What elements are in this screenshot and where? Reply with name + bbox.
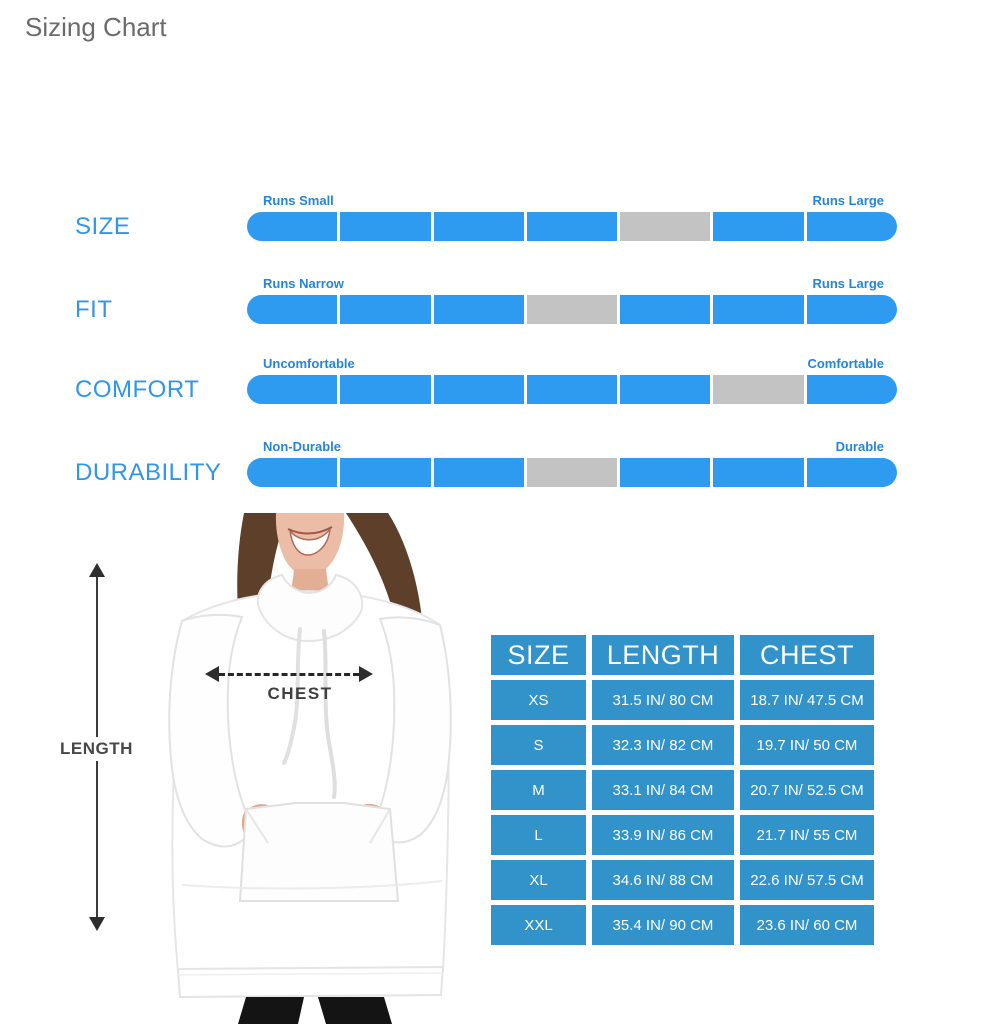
size-table-cell: 34.6 IN/ 88 CM bbox=[592, 860, 734, 900]
rating-segment bbox=[340, 212, 430, 241]
rating-endpoint-left: Non-Durable bbox=[263, 439, 341, 454]
arrow-right-icon bbox=[359, 666, 373, 682]
size-table-cell: XS bbox=[491, 680, 586, 720]
rating-segment bbox=[247, 212, 337, 241]
rating-segment-marker bbox=[620, 212, 710, 241]
rating-row-label: COMFORT bbox=[75, 376, 200, 403]
size-table-header-cell: LENGTH bbox=[592, 635, 734, 675]
size-table-cell: 32.3 IN/ 82 CM bbox=[592, 725, 734, 765]
hoodie-model-illustration bbox=[148, 513, 470, 1024]
rating-segment bbox=[340, 375, 430, 404]
size-table-cell: M bbox=[491, 770, 586, 810]
rating-endpoint-left: Runs Small bbox=[263, 193, 334, 208]
rating-endpoints bbox=[247, 193, 897, 210]
size-table-cell: 20.7 IN/ 52.5 CM bbox=[740, 770, 874, 810]
size-table-cell: 33.9 IN/ 86 CM bbox=[592, 815, 734, 855]
arrow-up-icon bbox=[89, 563, 105, 577]
size-table-header-cell: CHEST bbox=[740, 635, 874, 675]
size-table-cell: XXL bbox=[491, 905, 586, 945]
chest-arrow-dashed-line bbox=[219, 673, 359, 676]
rating-endpoint-left: Uncomfortable bbox=[263, 356, 355, 371]
rating-segment bbox=[434, 212, 524, 241]
rating-row-fit bbox=[0, 276, 1006, 324]
size-table bbox=[491, 635, 874, 945]
rating-bar-wrap bbox=[247, 193, 897, 241]
rating-row-durability bbox=[0, 439, 1006, 487]
size-table-cell: L bbox=[491, 815, 586, 855]
rating-segment bbox=[340, 295, 430, 324]
rating-endpoints bbox=[247, 439, 897, 456]
chest-measure-arrow bbox=[205, 666, 373, 682]
rating-segment bbox=[247, 375, 337, 404]
arrow-down-icon bbox=[89, 917, 105, 931]
rating-segment bbox=[807, 212, 897, 241]
size-table-cell: 23.6 IN/ 60 CM bbox=[740, 905, 874, 945]
rating-endpoint-right: Runs Large bbox=[812, 276, 884, 291]
rating-bar bbox=[247, 375, 897, 404]
rating-bar bbox=[247, 458, 897, 487]
size-table-cell: S bbox=[491, 725, 586, 765]
rating-segment bbox=[807, 458, 897, 487]
rating-segment-marker bbox=[527, 458, 617, 487]
size-table-header-cell: SIZE bbox=[491, 635, 586, 675]
rating-row-label: FIT bbox=[75, 296, 113, 323]
rating-bar bbox=[247, 295, 897, 324]
size-table-cell: 35.4 IN/ 90 CM bbox=[592, 905, 734, 945]
rating-row-size bbox=[0, 193, 1006, 241]
rating-segment bbox=[807, 295, 897, 324]
rating-bar bbox=[247, 212, 897, 241]
rating-row-label: DURABILITY bbox=[75, 459, 222, 486]
size-table-cell: 31.5 IN/ 80 CM bbox=[592, 680, 734, 720]
rating-endpoint-right: Runs Large bbox=[812, 193, 884, 208]
rating-segment bbox=[247, 295, 337, 324]
rating-bar-wrap bbox=[247, 276, 897, 324]
rating-bar-wrap bbox=[247, 439, 897, 487]
size-table-cell: 22.6 IN/ 57.5 CM bbox=[740, 860, 874, 900]
rating-segment bbox=[434, 458, 524, 487]
rating-segment bbox=[807, 375, 897, 404]
rating-segment bbox=[340, 458, 430, 487]
rating-segment bbox=[713, 458, 803, 487]
size-table-cell: 18.7 IN/ 47.5 CM bbox=[740, 680, 874, 720]
rating-endpoint-right: Durable bbox=[835, 439, 884, 454]
rating-segment bbox=[434, 295, 524, 324]
size-table-cell: XL bbox=[491, 860, 586, 900]
rating-segment bbox=[713, 212, 803, 241]
rating-segment bbox=[527, 212, 617, 241]
rating-segment bbox=[620, 295, 710, 324]
chest-label: CHEST bbox=[267, 684, 333, 703]
length-label: LENGTH bbox=[55, 737, 138, 761]
rating-endpoints bbox=[247, 276, 897, 293]
rating-endpoint-left: Runs Narrow bbox=[263, 276, 344, 291]
rating-endpoints bbox=[247, 356, 897, 373]
size-table-cell: 33.1 IN/ 84 CM bbox=[592, 770, 734, 810]
rating-segment-marker bbox=[527, 295, 617, 324]
rating-row-label: SIZE bbox=[75, 213, 131, 240]
rating-segment bbox=[434, 375, 524, 404]
rating-endpoint-right: Comfortable bbox=[807, 356, 884, 371]
product-photo-hoodie-dress bbox=[148, 513, 470, 1024]
rating-segment bbox=[620, 375, 710, 404]
rating-segment bbox=[713, 295, 803, 324]
size-table-cell: 19.7 IN/ 50 CM bbox=[740, 725, 874, 765]
size-table-cell: 21.7 IN/ 55 CM bbox=[740, 815, 874, 855]
arrow-left-icon bbox=[205, 666, 219, 682]
rating-segment bbox=[247, 458, 337, 487]
rating-bar-wrap bbox=[247, 356, 897, 404]
page-title: Sizing Chart bbox=[25, 12, 167, 42]
rating-segment bbox=[527, 375, 617, 404]
rating-segment bbox=[620, 458, 710, 487]
rating-segment-marker bbox=[713, 375, 803, 404]
rating-row-comfort bbox=[0, 356, 1006, 404]
